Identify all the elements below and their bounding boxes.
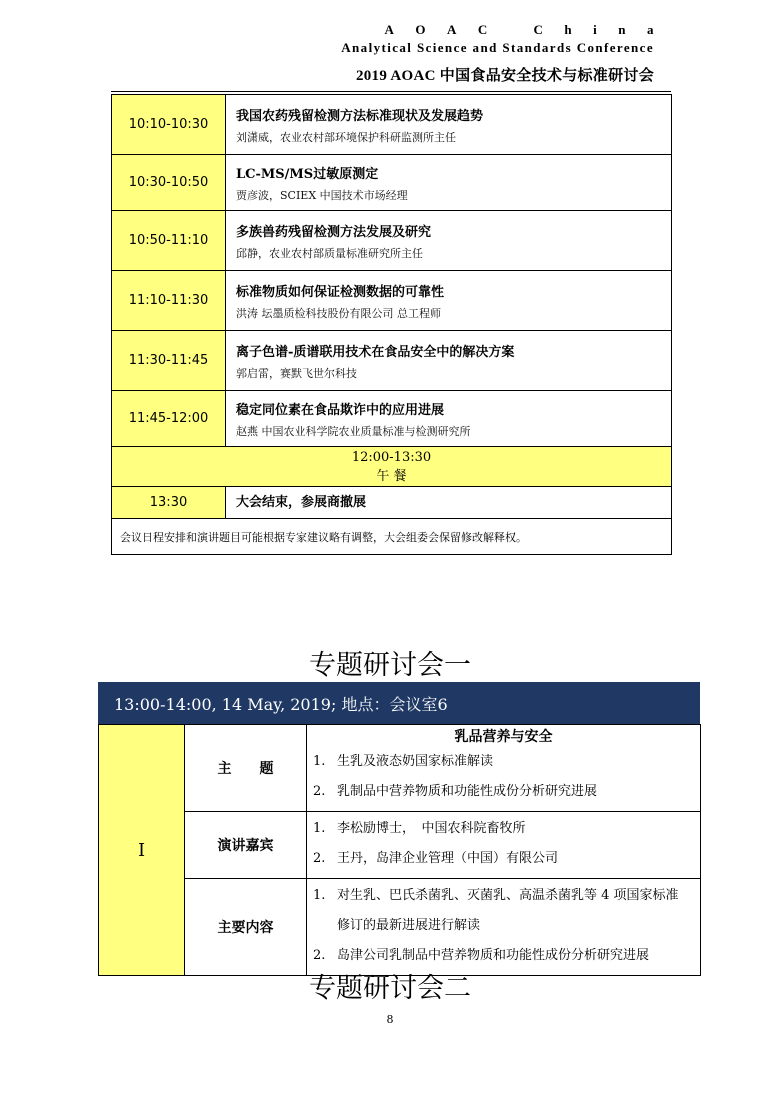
talk-title: 稳定同位素在食品欺诈中的应用进展 (236, 402, 445, 418)
schedule-time: 11:45-12:00 (112, 391, 226, 447)
talk-speaker: 赵燕 中国农业科学院农业质量标准与检测研究所 (236, 424, 471, 438)
content-row (99, 879, 701, 976)
schedule-row (112, 155, 672, 211)
seminar-2-title: 专题研讨会二 (309, 973, 471, 1004)
lunch-label: 午 餐 (376, 468, 407, 484)
header-conference-en: Analytical Science and Standards Conference (341, 40, 654, 55)
schedule-row (112, 271, 672, 331)
talk-speaker: 邱静，农业农村部质量标准研究所主任 (236, 246, 423, 260)
speakers-content (307, 812, 701, 879)
theme-item: 2. 乳制品中营养物质和功能性成份分析研究进展 (313, 784, 598, 799)
theme-content (307, 725, 701, 812)
schedule-row (112, 391, 672, 447)
schedule-time: 10:50-11:10 (112, 211, 226, 271)
schedule-table (111, 94, 672, 555)
speakers-label: 演讲嘉宾 (185, 812, 307, 879)
header-conference-cn: 2019 AOAC 中国食品安全技术与标准研讨会 (355, 68, 654, 84)
closing-title: 大会结束，参展商撤展 (236, 495, 367, 510)
schedule-item (226, 211, 672, 271)
schedule-item (226, 391, 672, 447)
seminar-number: I (99, 725, 185, 976)
header-aoac-china: AOAC China (384, 22, 675, 37)
speaker-item: 1. 李松励博士， 中国农科院畜牧所 (313, 821, 526, 836)
talk-speaker: 郭启雷，赛默飞世尔科技 (236, 366, 357, 380)
header-rule (111, 91, 671, 92)
closing-row (112, 487, 672, 519)
talk-title: 多族兽药残留检测方法发展及研究 (236, 224, 432, 240)
page-number: 8 (386, 1013, 394, 1026)
schedule-row (112, 95, 672, 155)
schedule-time: 11:10-11:30 (112, 271, 226, 331)
lunch-row (112, 447, 672, 487)
note-row (112, 519, 672, 555)
speakers-row (99, 812, 701, 879)
schedule-row (112, 331, 672, 391)
talk-title: 标准物质如何保证检测数据的可靠性 (236, 284, 445, 300)
content-content (307, 879, 701, 976)
talk-speaker: 刘潇威，农业农村部环境保护科研监测所主任 (236, 130, 456, 144)
schedule-time: 11:30-11:45 (112, 331, 226, 391)
content-item-continued: 修订的最新进展进行解读 (337, 918, 481, 933)
theme-row (99, 725, 701, 812)
schedule-item (226, 95, 672, 155)
talk-title: LC-MS/MS过敏原测定 (236, 166, 379, 182)
seminar-1-title: 专题研讨会一 (309, 650, 471, 681)
theme-heading: 乳品营养与安全 (454, 729, 553, 745)
speaker-item: 2. 王丹，岛津企业管理（中国）有限公司 (313, 851, 559, 866)
closing-item (226, 487, 672, 519)
talk-title: 离子色谱-质谱联用技术在食品安全中的解决方案 (236, 344, 515, 360)
schedule-item (226, 271, 672, 331)
theme-item: 1. 生乳及液态奶国家标准解读 (313, 754, 494, 769)
content-item: 1. 对生乳、巴氏杀菌乳、灭菌乳、高温杀菌乳等 4 项国家标准 (313, 888, 679, 903)
schedule-row (112, 211, 672, 271)
schedule-note: 会议日程安排和演讲题目可能根据专家建议略有调整，大会组委会保留修改解释权。 (112, 519, 672, 555)
schedule-item (226, 155, 672, 211)
lunch-time: 12:00-13:30 (351, 449, 432, 465)
seminar-1-table (98, 724, 701, 976)
closing-time: 13:30 (112, 487, 226, 519)
seminar-1-time-location: 13:00-14:00, 14 May, 2019; 地点：会议室6 (98, 682, 700, 724)
talk-speaker: 贾彦波，SCIEX 中国技术市场经理 (236, 188, 408, 202)
theme-label: 主 题 (185, 725, 307, 812)
talk-speaker: 洪涛 坛墨质检科技股份有限公司 总工程师 (236, 306, 441, 320)
content-label: 主要内容 (185, 879, 307, 976)
content-item: 2. 岛津公司乳制品中营养物质和功能性成份分析研究进展 (313, 948, 650, 963)
talk-title: 我国农药残留检测方法标准现状及发展趋势 (236, 108, 484, 124)
lunch-cell (112, 447, 672, 487)
schedule-time: 10:10-10:30 (112, 95, 226, 155)
schedule-item (226, 331, 672, 391)
schedule-time: 10:30-10:50 (112, 155, 226, 211)
